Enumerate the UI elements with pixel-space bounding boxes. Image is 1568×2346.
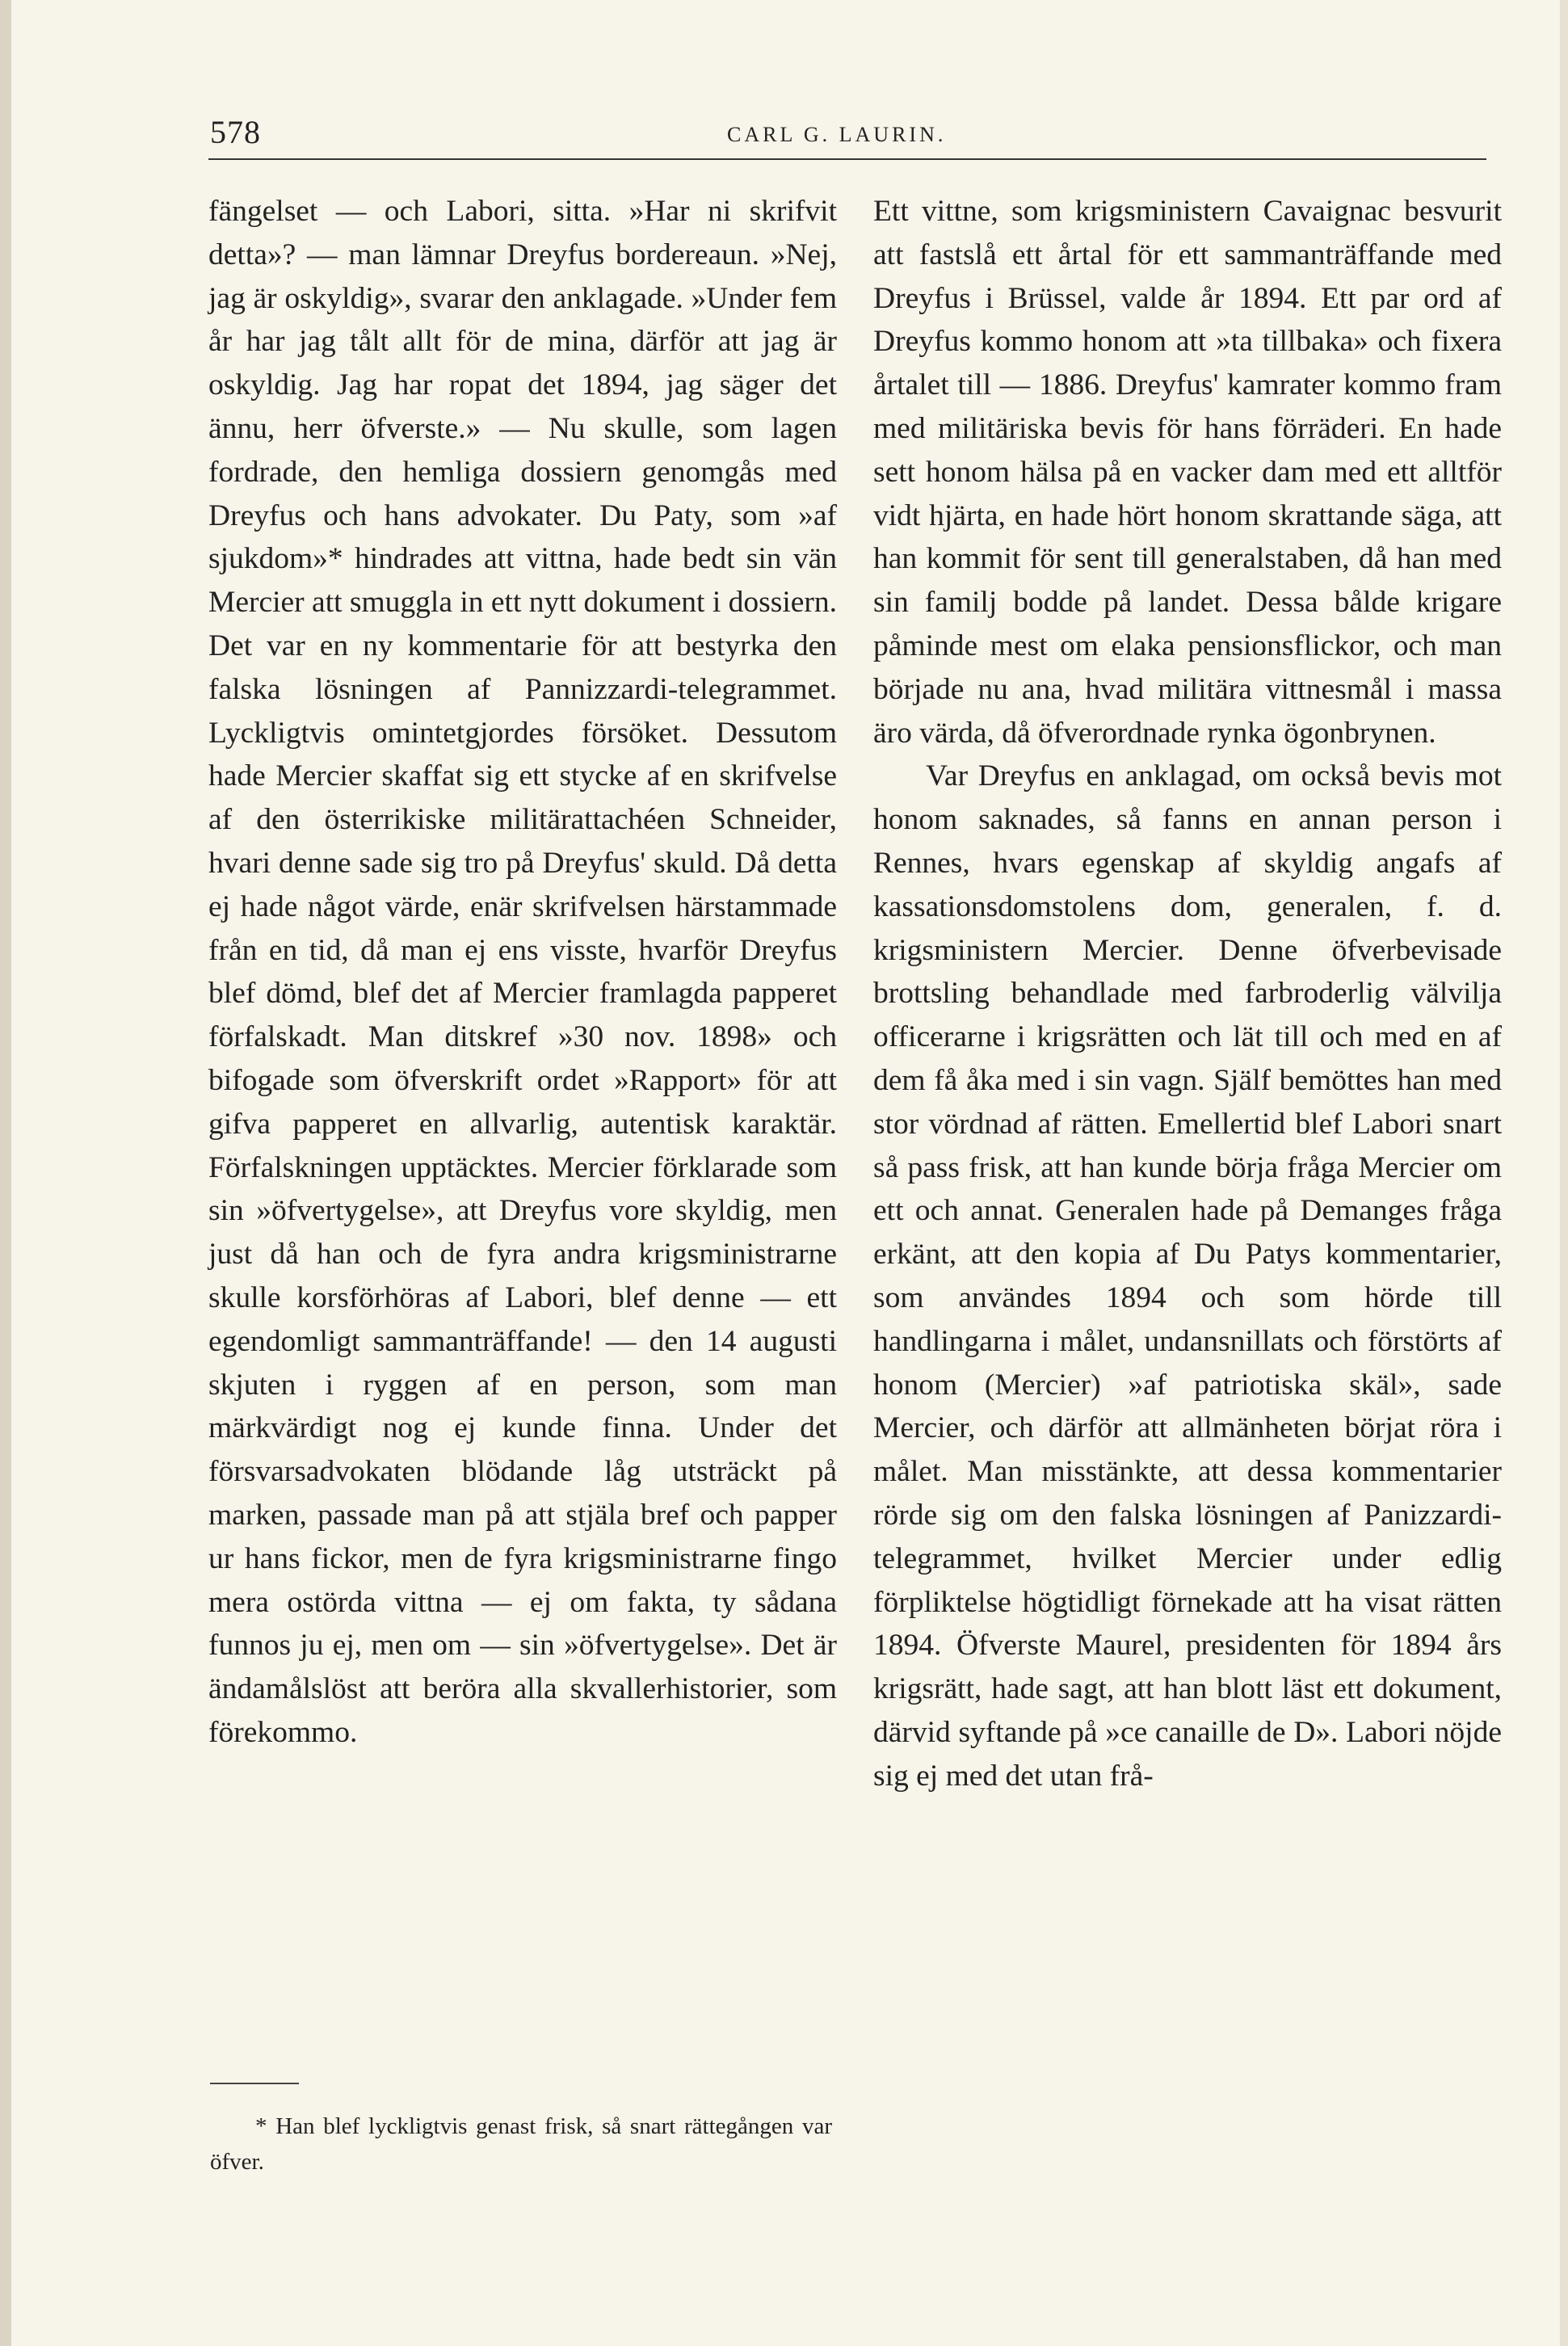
footnote-rule [210, 2083, 299, 2084]
header-rule [208, 158, 1486, 160]
footnote: * Han blef lyckligtvis genast frisk, så snart rättegången var öfver. [210, 2113, 832, 2175]
page-number: 578 [210, 114, 261, 150]
right-column [873, 190, 1502, 1797]
running-header [210, 113, 1486, 162]
right-paragraph-1: Ett vittne, som krigsministern Cavaignac besvurit att fastslå ett årtal för ett sammanträffande med Dreyfus i Brüssel, valde år 1894. Ett par ord af Dreyfus kommo honom att »ta tillbaka» och fixera årtalet till — 1886. Dreyfus' kamrater kommo fram med militäriska bevis för hans förräderi. En hade sett honom hälsa på en vacker dam med ett alltför vidt hjärta, en hade hört honom skrattande säga, att han kommit för sent till generalstaben, då han med sin familj bodde på landet. Dessa bålde krigare påminde mest om elaka pensionsflickor, och man började nu ana, hvad militära vittnesmål i massa äro värda, då öfverordnade rynka ögonbrynen. [873, 195, 1502, 750]
left-column [208, 190, 837, 1755]
left-paragraph-1: fängelset — och Labori, sitta. »Har ni skrifvit detta»? — man lämnar Dreyfus bordereaun. »Nej, jag är oskyldig», svarar den anklagade. »Under fem år har jag tålt allt för de mina, därför att jag är oskyldig. Jag har ropat det 1894, jag säger det ännu, herr öfverste.» — Nu skulle, som lagen fordrade, den hemliga dossiern genomgås med Dreyfus och hans advokater. Du Paty, som »af sjukdom»* hindrades att vittna, hade bedt sin vän Mercier att smuggla in ett nytt dokument i dossiern. Det var en ny kommentarie för att bestyrka den falska lösningen af Pannizzardi-telegrammet. Lyckligtvis omintetgjordes försöket. Dessutom hade Mercier skaffat sig ett stycke af en skrifvelse af den österrikiske militärattachéen Schneider, hvari denne sade sig tro på Dreyfus' skuld. Då detta ej hade något värde, enär skrifvelsen härstammade från en tid, då man ej ens visste, hvarför Dreyfus blef dömd, blef det af Mercier framlagda papperet förfalskadt. Man ditskref »30 nov. 1898» och bifogade som öfverskrift ordet »Rapport» för att gifva papperet en allvarlig, autentisk karaktär. Förfalskningen upptäcktes. Mercier förklarade som sin »öfvertygelse», att Dreyfus vore skyldig, men just då han och de fyra andra krigsministrarne skulle korsförhöras af Labori, blef denne — ett egendomligt sammanträffande! — den 14 augusti skjuten i ryggen af en person, som man märkvärdigt nog ej kunde finna. Under det försvarsadvokaten blödande låg utsträckt på marken, passade man på att stjäla bref och papper ur hans fickor, men de fyra krigsministrarne fingo mera ostörda vittna — ej om fakta, ty sådana funnos ju ej, men om — sin »öfvertygelse». Det är ändamålslöst att beröra alla skvallerhistorier, som förekommo. [208, 195, 837, 1749]
right-paragraph-2: Var Dreyfus en anklagad, om också bevis mot honom saknades, så fanns en annan person i Rennes, hvars egenskap af skyldig angafs af kassationsdomstolens dom, generalen, f. d. krigsministern Mercier. Denne öfverbevisade brottsling behandlade med farbroderlig välvilja officerarne i krigsrätten och lät till och med en af dem få åka med i sin vagn. Själf bemöttes han med stor vördnad af rätten. Emellertid blef Labori snart så pass frisk, att han kunde börja fråga Mercier om ett och annat. Generalen hade på Demanges fråga erkänt, att den kopia af Du Patys kommentarier, som användes 1894 och som hörde till handlingarna i målet, undansnillats och förstörts af honom (Mercier) »af patriotiska skäl», sade Mercier, och därför att allmänheten börjat röra i målet. Man misstänkte, att dessa kommentarier rörde sig om den falska lösningen af Panizzardi-telegrammet, hvilket Mercier under edlig förpliktelse högtidligt förnekade att ha visat rätten 1894. Öfverste Maurel, presidenten för 1894 års krigsrätt, hade sagt, att han blott läst ett dokument, därvid syftande på »ce canaille de D». Labori nöjde sig ej med det utan frå- [873, 759, 1502, 1793]
running-title: CARL G. LAURIN. [727, 123, 947, 146]
